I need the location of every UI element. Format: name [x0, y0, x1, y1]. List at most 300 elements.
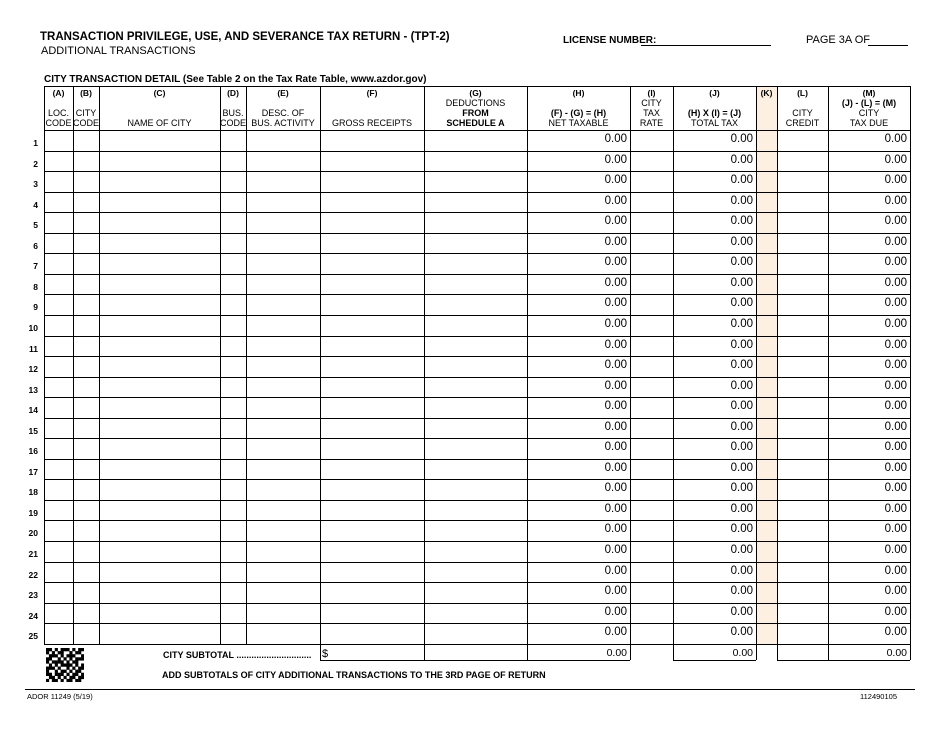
table-cell-input[interactable] [631, 419, 672, 438]
table-cell-j[interactable]: 0.00 [730, 153, 753, 166]
table-cell-input[interactable] [100, 439, 219, 458]
table-cell-input[interactable] [100, 501, 219, 520]
table-cell-input[interactable] [45, 419, 72, 438]
table-cell-input[interactable] [100, 563, 219, 582]
table-cell-input[interactable] [45, 275, 72, 294]
table-cell-m[interactable]: 0.00 [884, 297, 907, 310]
table-cell-input[interactable] [631, 275, 672, 294]
table-cell-h[interactable]: 0.00 [604, 133, 627, 145]
table-cell-input[interactable] [45, 563, 72, 582]
table-cell-h[interactable]: 0.00 [604, 194, 627, 207]
table-cell-h[interactable]: 0.00 [604, 605, 627, 618]
table-cell-input[interactable] [321, 337, 423, 356]
table-cell-input[interactable] [247, 131, 319, 150]
table-cell-h[interactable]: 0.00 [604, 544, 627, 556]
table-cell-h[interactable]: 0.00 [604, 400, 627, 413]
table-cell-input[interactable] [74, 542, 98, 561]
table-cell-input[interactable] [247, 316, 319, 335]
table-cell-m[interactable]: 0.00 [884, 194, 907, 207]
table-cell-m[interactable]: 0.00 [884, 235, 907, 248]
table-cell-input[interactable] [425, 398, 526, 417]
table-cell-h[interactable]: 0.00 [604, 461, 627, 474]
table-cell-m[interactable]: 0.00 [884, 317, 907, 330]
table-cell-input[interactable] [631, 234, 672, 253]
table-cell-input[interactable] [425, 295, 526, 314]
table-cell-input[interactable] [45, 460, 72, 479]
table-cell-input[interactable] [74, 501, 98, 520]
table-cell-input[interactable] [425, 604, 526, 623]
table-cell-j[interactable]: 0.00 [730, 359, 753, 372]
table-cell-input[interactable] [321, 460, 423, 479]
table-cell-m[interactable]: 0.00 [884, 420, 907, 433]
table-cell-input[interactable] [100, 583, 219, 602]
table-cell-m[interactable]: 0.00 [884, 461, 907, 474]
table-cell-m[interactable]: 0.00 [884, 502, 907, 515]
table-cell-input[interactable] [631, 583, 672, 602]
table-cell-m[interactable]: 0.00 [884, 153, 907, 166]
table-cell-input[interactable] [221, 193, 245, 212]
table-cell-input[interactable] [221, 480, 245, 499]
table-cell-input[interactable] [778, 357, 827, 376]
table-cell-input[interactable] [221, 542, 245, 561]
table-cell-input[interactable] [247, 604, 319, 623]
table-cell-input[interactable] [74, 624, 98, 643]
table-cell-input[interactable] [425, 213, 526, 232]
table-cell-m[interactable]: 0.00 [884, 133, 907, 145]
table-cell-h[interactable]: 0.00 [604, 626, 627, 639]
table-cell-j[interactable]: 0.00 [730, 133, 753, 145]
table-cell-input[interactable] [74, 316, 98, 335]
table-cell-input[interactable] [221, 275, 245, 294]
table-cell-input[interactable] [778, 152, 827, 171]
table-cell-input[interactable] [247, 172, 319, 191]
table-cell-input[interactable] [74, 460, 98, 479]
table-cell-input[interactable] [321, 131, 423, 150]
table-cell-h[interactable]: 0.00 [604, 441, 627, 454]
table-cell-input[interactable] [221, 624, 245, 643]
table-cell-input[interactable] [631, 521, 672, 540]
table-cell-input[interactable] [45, 131, 72, 150]
table-cell-input[interactable] [631, 193, 672, 212]
table-cell-input[interactable] [100, 398, 219, 417]
table-cell-j[interactable]: 0.00 [730, 544, 753, 556]
table-cell-m[interactable]: 0.00 [884, 605, 907, 618]
table-cell-input[interactable] [778, 337, 827, 356]
table-cell-j[interactable]: 0.00 [730, 441, 753, 454]
table-cell-input[interactable] [247, 398, 319, 417]
table-cell-input[interactable] [778, 275, 827, 294]
table-cell-input[interactable] [321, 275, 423, 294]
table-cell-input[interactable] [425, 542, 526, 561]
table-cell-input[interactable] [321, 193, 423, 212]
table-cell-input[interactable] [425, 152, 526, 171]
table-cell-input[interactable] [631, 604, 672, 623]
table-cell-h[interactable]: 0.00 [604, 564, 627, 577]
table-cell-input[interactable] [778, 172, 827, 191]
table-cell-input[interactable] [45, 521, 72, 540]
table-cell-m[interactable]: 0.00 [884, 482, 907, 495]
table-cell-input[interactable] [74, 172, 98, 191]
table-cell-input[interactable] [778, 563, 827, 582]
table-cell-m[interactable]: 0.00 [884, 215, 907, 228]
table-cell-input[interactable] [321, 357, 423, 376]
table-cell-input[interactable] [100, 480, 219, 499]
table-cell-input[interactable] [631, 439, 672, 458]
table-cell-input[interactable] [631, 501, 672, 520]
table-cell-input[interactable] [74, 254, 98, 273]
table-cell-j[interactable]: 0.00 [730, 174, 753, 187]
table-cell-input[interactable] [74, 480, 98, 499]
table-cell-input[interactable] [778, 378, 827, 397]
table-cell-input[interactable] [221, 172, 245, 191]
table-cell-input[interactable] [100, 337, 219, 356]
table-cell-input[interactable] [100, 542, 219, 561]
table-cell-input[interactable] [321, 604, 423, 623]
subtotal-j[interactable]: 0.00 [732, 646, 753, 659]
table-cell-input[interactable] [778, 583, 827, 602]
table-cell-input[interactable] [247, 213, 319, 232]
table-cell-input[interactable] [778, 460, 827, 479]
table-cell-input[interactable] [321, 398, 423, 417]
table-cell-input[interactable] [425, 193, 526, 212]
table-cell-input[interactable] [778, 604, 827, 623]
table-cell-input[interactable] [425, 131, 526, 150]
table-cell-input[interactable] [74, 213, 98, 232]
table-cell-input[interactable] [100, 295, 219, 314]
table-cell-m[interactable]: 0.00 [884, 276, 907, 289]
table-cell-input[interactable] [778, 398, 827, 417]
table-cell-input[interactable] [425, 460, 526, 479]
table-cell-input[interactable] [247, 337, 319, 356]
table-cell-h[interactable]: 0.00 [604, 379, 627, 392]
table-cell-input[interactable] [100, 172, 219, 191]
table-cell-input[interactable] [425, 480, 526, 499]
table-cell-j[interactable]: 0.00 [730, 502, 753, 515]
table-cell-h[interactable]: 0.00 [604, 297, 627, 310]
table-cell-input[interactable] [221, 295, 245, 314]
table-cell-input[interactable] [247, 521, 319, 540]
table-cell-input[interactable] [100, 521, 219, 540]
table-cell-input[interactable] [100, 193, 219, 212]
table-cell-input[interactable] [221, 419, 245, 438]
table-cell-j[interactable]: 0.00 [730, 420, 753, 433]
table-cell-input[interactable] [45, 439, 72, 458]
table-cell-input[interactable] [221, 563, 245, 582]
table-cell-input[interactable] [45, 501, 72, 520]
table-cell-m[interactable]: 0.00 [884, 174, 907, 187]
table-cell-input[interactable] [100, 234, 219, 253]
table-cell-input[interactable] [247, 583, 319, 602]
table-cell-input[interactable] [631, 563, 672, 582]
table-cell-input[interactable] [778, 542, 827, 561]
table-cell-input[interactable] [221, 316, 245, 335]
table-cell-h[interactable]: 0.00 [604, 256, 627, 269]
table-cell-input[interactable] [321, 439, 423, 458]
table-cell-h[interactable]: 0.00 [604, 502, 627, 515]
table-cell-input[interactable] [45, 398, 72, 417]
table-cell-input[interactable] [247, 234, 319, 253]
table-cell-h[interactable]: 0.00 [604, 482, 627, 495]
table-cell-input[interactable] [45, 542, 72, 561]
table-cell-input[interactable] [631, 378, 672, 397]
table-cell-input[interactable] [45, 193, 72, 212]
table-cell-input[interactable] [321, 234, 423, 253]
table-cell-input[interactable] [74, 378, 98, 397]
table-cell-input[interactable] [247, 501, 319, 520]
table-cell-input[interactable] [778, 439, 827, 458]
table-cell-m[interactable]: 0.00 [884, 626, 907, 639]
table-cell-input[interactable] [631, 152, 672, 171]
table-cell-input[interactable] [74, 295, 98, 314]
table-cell-input[interactable] [321, 172, 423, 191]
table-cell-input[interactable] [74, 583, 98, 602]
table-cell-input[interactable] [74, 131, 98, 150]
table-cell-input[interactable] [631, 316, 672, 335]
table-cell-input[interactable] [321, 624, 423, 643]
table-cell-input[interactable] [321, 254, 423, 273]
table-cell-input[interactable] [221, 357, 245, 376]
table-cell-input[interactable] [425, 275, 526, 294]
table-cell-input[interactable] [45, 152, 72, 171]
table-cell-input[interactable] [247, 295, 319, 314]
table-cell-input[interactable] [74, 193, 98, 212]
table-cell-m[interactable]: 0.00 [884, 544, 907, 556]
table-cell-input[interactable] [778, 213, 827, 232]
table-cell-input[interactable] [74, 439, 98, 458]
table-cell-input[interactable] [74, 357, 98, 376]
table-cell-h[interactable]: 0.00 [604, 317, 627, 330]
table-cell-input[interactable] [74, 398, 98, 417]
table-cell-j[interactable]: 0.00 [730, 585, 753, 598]
table-cell-input[interactable] [321, 480, 423, 499]
table-cell-input[interactable] [74, 234, 98, 253]
table-cell-j[interactable]: 0.00 [730, 379, 753, 392]
table-cell-j[interactable]: 0.00 [730, 215, 753, 228]
table-cell-input[interactable] [425, 501, 526, 520]
table-cell-input[interactable] [100, 152, 219, 171]
table-cell-input[interactable] [100, 357, 219, 376]
table-cell-input[interactable] [247, 460, 319, 479]
table-cell-m[interactable]: 0.00 [884, 359, 907, 372]
table-cell-input[interactable] [321, 419, 423, 438]
table-cell-input[interactable] [425, 357, 526, 376]
table-cell-input[interactable] [221, 501, 245, 520]
table-cell-input[interactable] [631, 357, 672, 376]
table-cell-input[interactable] [100, 213, 219, 232]
table-cell-input[interactable] [247, 254, 319, 273]
table-cell-h[interactable]: 0.00 [604, 276, 627, 289]
table-cell-h[interactable]: 0.00 [604, 420, 627, 433]
table-cell-m[interactable]: 0.00 [884, 400, 907, 413]
table-cell-input[interactable] [247, 419, 319, 438]
table-cell-input[interactable] [45, 480, 72, 499]
table-cell-input[interactable] [778, 193, 827, 212]
table-cell-input[interactable] [45, 337, 72, 356]
table-cell-h[interactable]: 0.00 [604, 215, 627, 228]
table-cell-input[interactable] [247, 563, 319, 582]
table-cell-input[interactable] [321, 501, 423, 520]
table-cell-j[interactable]: 0.00 [730, 482, 753, 495]
table-cell-input[interactable] [631, 254, 672, 273]
table-cell-input[interactable] [778, 419, 827, 438]
table-cell-input[interactable] [100, 254, 219, 273]
table-cell-input[interactable] [321, 563, 423, 582]
table-cell-input[interactable] [100, 604, 219, 623]
table-cell-input[interactable] [74, 604, 98, 623]
table-cell-input[interactable] [74, 419, 98, 438]
page-count-field[interactable] [868, 45, 908, 46]
table-cell-input[interactable] [778, 254, 827, 273]
table-cell-input[interactable] [778, 480, 827, 499]
table-cell-input[interactable] [247, 439, 319, 458]
table-cell-input[interactable] [221, 234, 245, 253]
table-cell-input[interactable] [221, 131, 245, 150]
table-cell-j[interactable]: 0.00 [730, 400, 753, 413]
table-cell-input[interactable] [247, 624, 319, 643]
table-cell-input[interactable] [425, 563, 526, 582]
table-cell-input[interactable] [221, 583, 245, 602]
table-cell-input[interactable] [247, 542, 319, 561]
table-cell-input[interactable] [631, 213, 672, 232]
table-cell-input[interactable] [778, 316, 827, 335]
table-cell-h[interactable]: 0.00 [604, 153, 627, 166]
table-cell-input[interactable] [425, 337, 526, 356]
table-cell-h[interactable]: 0.00 [604, 523, 627, 536]
table-cell-input[interactable] [631, 295, 672, 314]
table-cell-input[interactable] [425, 624, 526, 643]
table-cell-j[interactable]: 0.00 [730, 317, 753, 330]
table-cell-input[interactable] [100, 275, 219, 294]
table-cell-input[interactable] [425, 234, 526, 253]
table-cell-j[interactable]: 0.00 [730, 235, 753, 248]
table-cell-m[interactable]: 0.00 [884, 585, 907, 598]
table-cell-input[interactable] [778, 501, 827, 520]
table-cell-input[interactable] [631, 337, 672, 356]
table-cell-input[interactable] [321, 378, 423, 397]
table-cell-input[interactable] [45, 378, 72, 397]
table-cell-input[interactable] [631, 172, 672, 191]
table-cell-input[interactable] [100, 378, 219, 397]
table-cell-input[interactable] [425, 583, 526, 602]
subtotal-h[interactable]: 0.00 [606, 646, 627, 659]
table-cell-input[interactable] [221, 439, 245, 458]
table-cell-input[interactable] [321, 583, 423, 602]
license-number-field[interactable] [641, 45, 771, 46]
table-cell-input[interactable] [425, 419, 526, 438]
table-cell-input[interactable] [425, 439, 526, 458]
table-cell-m[interactable]: 0.00 [884, 441, 907, 454]
table-cell-input[interactable] [247, 357, 319, 376]
table-cell-j[interactable]: 0.00 [730, 564, 753, 577]
table-cell-j[interactable]: 0.00 [730, 256, 753, 269]
table-cell-input[interactable] [221, 460, 245, 479]
table-cell-input[interactable] [631, 542, 672, 561]
table-cell-input[interactable] [247, 378, 319, 397]
table-cell-input[interactable] [221, 254, 245, 273]
table-cell-input[interactable] [425, 316, 526, 335]
table-cell-input[interactable] [425, 254, 526, 273]
table-cell-j[interactable]: 0.00 [730, 194, 753, 207]
table-cell-input[interactable] [45, 316, 72, 335]
table-cell-input[interactable] [221, 398, 245, 417]
table-cell-input[interactable] [45, 624, 72, 643]
table-cell-input[interactable] [74, 563, 98, 582]
table-cell-m[interactable]: 0.00 [884, 523, 907, 536]
table-cell-input[interactable] [221, 152, 245, 171]
table-cell-input[interactable] [778, 624, 827, 643]
table-cell-j[interactable]: 0.00 [730, 338, 753, 351]
table-cell-j[interactable]: 0.00 [730, 276, 753, 289]
table-cell-input[interactable] [778, 131, 827, 150]
table-cell-input[interactable] [74, 337, 98, 356]
table-cell-m[interactable]: 0.00 [884, 379, 907, 392]
table-cell-input[interactable] [247, 152, 319, 171]
table-cell-input[interactable] [45, 213, 72, 232]
table-cell-input[interactable] [45, 583, 72, 602]
table-cell-input[interactable] [321, 295, 423, 314]
table-cell-input[interactable] [631, 480, 672, 499]
table-cell-input[interactable] [100, 624, 219, 643]
table-cell-input[interactable] [74, 275, 98, 294]
table-cell-h[interactable]: 0.00 [604, 359, 627, 372]
table-cell-input[interactable] [321, 213, 423, 232]
table-cell-input[interactable] [425, 521, 526, 540]
table-cell-input[interactable] [778, 521, 827, 540]
table-cell-input[interactable] [74, 152, 98, 171]
table-cell-input[interactable] [221, 378, 245, 397]
table-cell-input[interactable] [247, 193, 319, 212]
table-cell-input[interactable] [45, 254, 72, 273]
table-cell-input[interactable] [247, 480, 319, 499]
table-cell-input[interactable] [631, 624, 672, 643]
table-cell-input[interactable] [45, 357, 72, 376]
table-cell-input[interactable] [631, 131, 672, 150]
table-cell-input[interactable] [45, 604, 72, 623]
table-cell-input[interactable] [321, 316, 423, 335]
table-cell-j[interactable]: 0.00 [730, 461, 753, 474]
table-cell-input[interactable] [100, 460, 219, 479]
table-cell-input[interactable] [321, 542, 423, 561]
table-cell-h[interactable]: 0.00 [604, 585, 627, 598]
table-cell-input[interactable] [778, 295, 827, 314]
table-cell-input[interactable] [221, 521, 245, 540]
table-cell-h[interactable]: 0.00 [604, 174, 627, 187]
table-cell-input[interactable] [100, 316, 219, 335]
table-cell-input[interactable] [425, 172, 526, 191]
table-cell-input[interactable] [221, 213, 245, 232]
table-cell-input[interactable] [100, 419, 219, 438]
table-cell-input[interactable] [321, 521, 423, 540]
table-cell-input[interactable] [247, 275, 319, 294]
table-cell-j[interactable]: 0.00 [730, 523, 753, 536]
table-cell-input[interactable] [425, 378, 526, 397]
table-cell-input[interactable] [631, 460, 672, 479]
table-cell-input[interactable] [321, 152, 423, 171]
table-cell-input[interactable] [778, 234, 827, 253]
table-cell-input[interactable] [631, 398, 672, 417]
table-cell-j[interactable]: 0.00 [730, 297, 753, 310]
table-cell-input[interactable] [45, 172, 72, 191]
table-cell-input[interactable] [45, 234, 72, 253]
table-cell-input[interactable] [221, 604, 245, 623]
table-cell-h[interactable]: 0.00 [604, 235, 627, 248]
subtotal-m[interactable]: 0.00 [886, 646, 907, 659]
table-cell-input[interactable] [100, 131, 219, 150]
table-cell-m[interactable]: 0.00 [884, 256, 907, 269]
table-cell-m[interactable]: 0.00 [884, 338, 907, 351]
table-cell-j[interactable]: 0.00 [730, 626, 753, 639]
table-cell-input[interactable] [45, 295, 72, 314]
